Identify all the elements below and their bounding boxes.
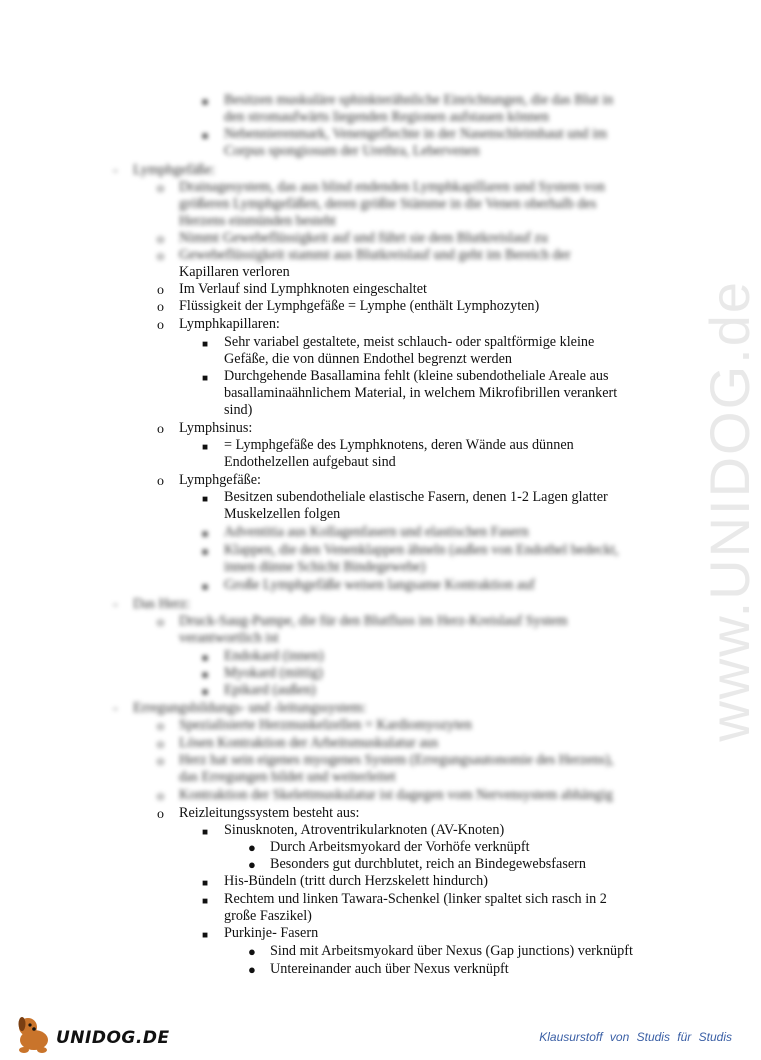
subheading: Lymphsinus: (179, 420, 253, 436)
bullet-circle-icon: o (157, 789, 164, 804)
bullet-circle-icon: o (157, 422, 164, 437)
text-line: Adventitia aus Kollagenfasern und elastischen Fasern (224, 524, 529, 540)
text-line: Endokard (innen) (224, 648, 324, 664)
bullet-square-icon: ■ (202, 687, 209, 698)
bullet-dot-icon: ● (248, 944, 256, 959)
text-line: Im Verlauf sind Lymphknoten eingeschaltet (179, 281, 427, 297)
subheading: Reizleitungssystem besteht aus: (179, 805, 360, 821)
bullet-circle-icon: o (157, 232, 164, 247)
bullet-square-icon: ■ (202, 930, 209, 941)
bullet-square-icon: ■ (202, 878, 209, 889)
text-line: Myokard (mittig) (224, 665, 323, 681)
section-heading: Das Herz: (133, 596, 191, 612)
text-line: basallaminaähnlichem Material, in welchem Mikrofibrillen verankert (224, 385, 618, 401)
bullet-dash-icon: - (113, 597, 118, 612)
section-heading: Erregungsbildungs- und -leitungssystem: (133, 700, 367, 716)
text-line: größeren Lymphgefäßen, deren größte Stämme in die Venen oberhalb des (179, 196, 597, 212)
text-line: Sehr variabel gestaltete, meist schlauch- oder spaltförmige kleine (224, 334, 595, 350)
text-line: Herz hat sein eigenes myogenes System (Erregungsautonomie des Herzens), (179, 752, 614, 768)
bullet-circle-icon: o (157, 249, 164, 264)
logo-text: UNIDOG.DE (56, 1028, 170, 1048)
text-line: Endothelzellen aufgebaut sind (224, 454, 396, 470)
bullet-circle-icon: o (157, 615, 164, 630)
bullet-square-icon: ■ (202, 494, 209, 505)
subheading: Lymphgefäße: (179, 472, 261, 488)
text-line: = Lymphgefäße des Lymphknotens, deren Wände aus dünnen (224, 437, 574, 453)
footer-tagline: Klausurstoff von Studis für Studis (539, 1030, 732, 1044)
bullet-circle-icon: o (157, 318, 164, 333)
text-line: Corpus spongiosum der Urethra, Lebervenen (224, 143, 480, 159)
bullet-square-icon: ■ (202, 670, 209, 681)
text-line: Sind mit Arbeitsmyokard über Nexus (Gap junctions) verknüpft (270, 943, 633, 959)
bullet-square-icon: ■ (202, 827, 209, 838)
bullet-circle-icon: o (157, 283, 164, 298)
text-line: Untereinander auch über Nexus verknüpft (270, 961, 509, 977)
text-line: verantwortlich ist (179, 630, 279, 646)
bullet-square-icon: ■ (202, 131, 209, 142)
section-heading: Lymphgefäße: (133, 162, 215, 178)
text-line: Purkinje- Fasern (224, 925, 319, 941)
text-line: Herzens einmünden besteht (179, 213, 336, 229)
text-line: Durch Arbeitsmyokard der Vorhöfe verknüpft (270, 839, 530, 855)
dog-icon (14, 1014, 60, 1054)
bullet-dot-icon: ● (248, 857, 256, 872)
text-line: Epikard (außen) (224, 682, 316, 698)
text-line: Rechtem und linken Tawara-Schenkel (linker spaltet sich rasch in 2 (224, 891, 607, 907)
bullet-square-icon: ■ (202, 582, 209, 593)
bullet-circle-icon: o (157, 737, 164, 752)
text-line: Kontraktion der Skelettmuskulatur ist dagegen vom Nervensystem abhängig (179, 787, 613, 803)
bullet-square-icon: ■ (202, 339, 209, 350)
text-line: innen dünne Schicht Bindegewebe) (224, 559, 426, 575)
text-line: Spezialisierte Herzmuskelzellen = Kardiomyozyten (179, 717, 472, 733)
text-line: Nimmt Gewebeflüssigkeit auf und führt sie dem Blutkreislauf zu (179, 230, 548, 246)
text-line: Besitzen muskuläre sphinkterähnliche Einrichtungen, die das Blut in (224, 92, 614, 108)
text-line: Gefäße, die von dünnen Endothel begrenzt werden (224, 351, 512, 367)
text-line: sind) (224, 402, 253, 418)
bullet-square-icon: ■ (202, 97, 209, 108)
text-line: Besonders gut durchblutet, reich an Bindegewebsfasern (270, 856, 586, 872)
bullet-circle-icon: o (157, 754, 164, 769)
bullet-circle-icon: o (157, 474, 164, 489)
text-line: Durchgehende Basallamina fehlt (kleine subendotheliale Areale aus (224, 368, 609, 384)
bullet-dash-icon: - (113, 701, 118, 716)
bullet-square-icon: ■ (202, 442, 209, 453)
bullet-circle-icon: o (157, 807, 164, 822)
bullet-circle-icon: o (157, 181, 164, 196)
text-line: Klappen, die den Venenklappen ähneln (außen von Endothel bedeckt, (224, 542, 619, 558)
text-line: Besitzen subendotheliale elastische Fasern, denen 1-2 Lagen glatter (224, 489, 608, 505)
text-line: große Faszikel) (224, 908, 312, 924)
text-line: Flüssigkeit der Lymphgefäße = Lymphe (enthält Lymphozyten) (179, 298, 540, 314)
text-line: den stromaufwärts liegenden Regionen aufstauen können (224, 109, 550, 125)
text-line: Sinusknoten, Atroventrikularknoten (AV-Knoten) (224, 822, 505, 838)
bullet-circle-icon: o (157, 300, 164, 315)
watermark: www.UNIDOG.de (698, 280, 761, 742)
bullet-dash-icon: - (113, 163, 118, 178)
bullet-square-icon: ■ (202, 373, 209, 384)
text-line: His-Bündeln (tritt durch Herzskelett hindurch) (224, 873, 488, 889)
text-line: Druck-Saug-Pumpe, die für den Blutfluss im Herz-Kreislauf System (179, 613, 568, 629)
text-line: Lösen Kontraktion der Arbeitsmuskulatur aus (179, 735, 439, 751)
bullet-square-icon: ■ (202, 547, 209, 558)
text-line: Gewebeflüssigkeit stammt aus Blutkreislauf und geht im Bereich der (179, 247, 571, 263)
subheading: Lymphkapillaren: (179, 316, 280, 332)
unidog-logo[interactable] (14, 1014, 170, 1054)
bullet-square-icon: ■ (202, 529, 209, 540)
text-line: Kapillaren verloren (179, 264, 290, 280)
text-line: Nebennierenmark, Venengeflechte in der Nasenschleimhaut und im (224, 126, 608, 142)
bullet-dot-icon: ● (248, 962, 256, 977)
bullet-circle-icon: o (157, 719, 164, 734)
text-line: Drainagesystem, das aus blind endenden Lymphkapillaren und System von (179, 179, 605, 195)
bullet-square-icon: ■ (202, 653, 209, 664)
text-line: Muskelzellen folgen (224, 506, 341, 522)
text-line: das Erregungen bildet und weiterleitet (179, 769, 396, 785)
text-line: Große Lymphgefäße weisen langsame Kontraktion auf (224, 577, 535, 593)
bullet-dot-icon: ● (248, 840, 256, 855)
bullet-square-icon: ■ (202, 896, 209, 907)
